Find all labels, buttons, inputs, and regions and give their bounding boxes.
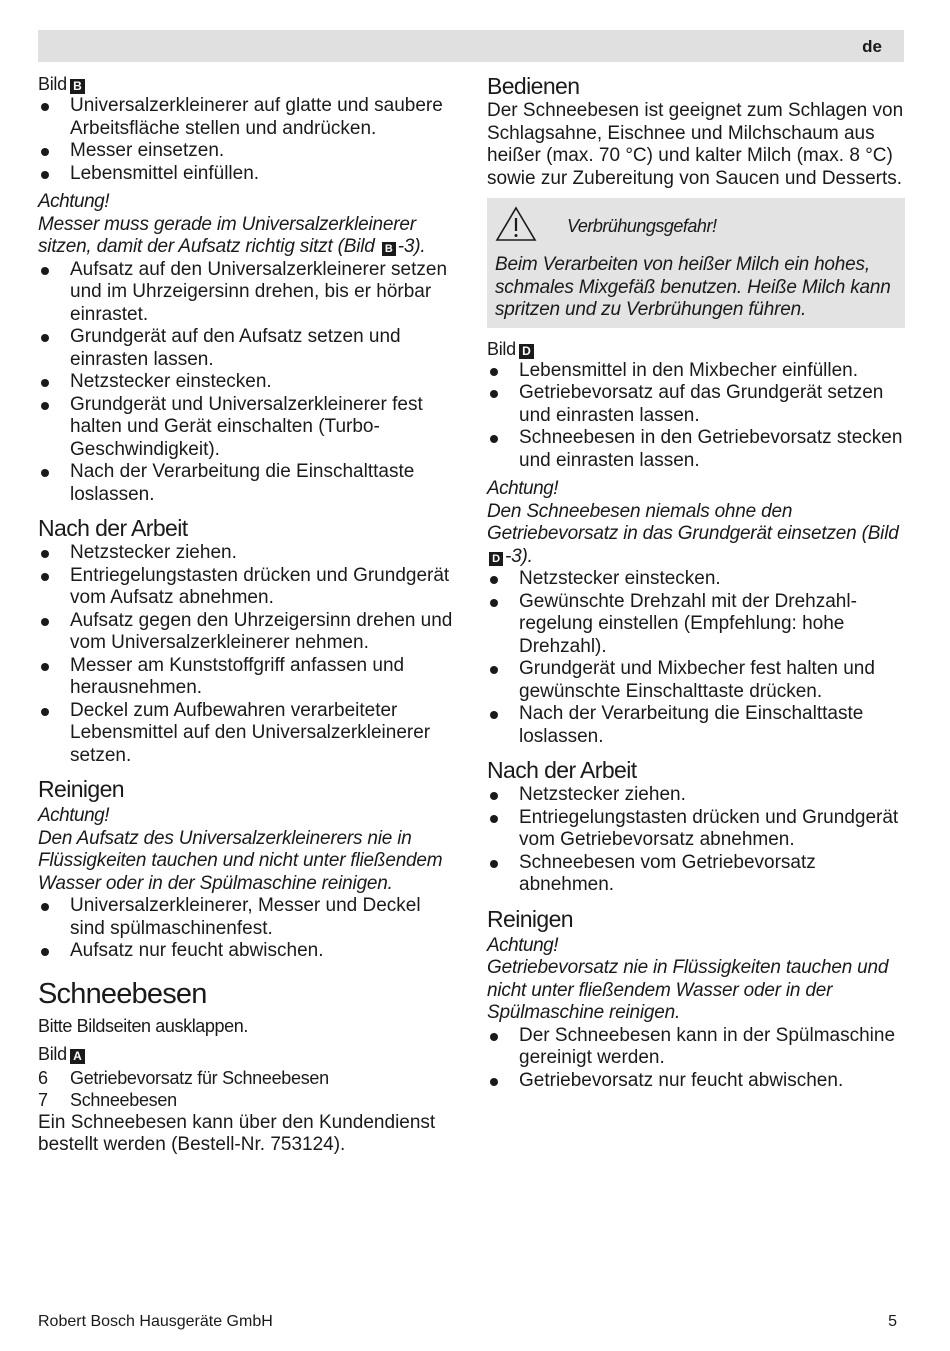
bullet-icon xyxy=(490,1033,498,1041)
list-item xyxy=(38,163,458,186)
steps-list-3 xyxy=(487,784,905,897)
list-item-text: Der Schneebesen kann in der Spülmaschine gereinigt werden. xyxy=(519,1024,896,1068)
list-item xyxy=(38,895,458,940)
intro-paragraph: Der Schneebesen ist geeignet zum Schlagen von Schlagsahne, Eischnee und Milchschaum aus heißer (max. 70 °C) und kalter Milch (max. 8 °C) sowie zur Zubereitung von Saucen und Desserts. xyxy=(487,100,904,189)
caution-text-start: Den Schneebesen niemals ohne den Getriebevorsatz in das Grundgerät einsetzen (Bild xyxy=(487,500,899,544)
caution-heading: Achtung! xyxy=(487,478,558,499)
bullet-icon xyxy=(490,599,498,607)
figure-reference-d xyxy=(487,338,905,360)
section-heading-after-work: Nach der Arbeit xyxy=(487,757,637,783)
list-item xyxy=(487,807,905,852)
bullet-icon xyxy=(41,334,49,342)
list-item xyxy=(38,259,458,327)
bullet-icon xyxy=(41,267,49,275)
steps-list-4 xyxy=(487,1025,905,1093)
list-item xyxy=(38,565,458,610)
order-note: Ein Schneebesen kann über den Kundendienst bestellt werden (Bestell-Nr. 753124). xyxy=(38,1111,436,1155)
bullet-icon xyxy=(490,792,498,800)
list-item-text: Deckel zum Aufbewahren verarbeiteter Lebensmittel auf den Universalzerkleinerer setzen. xyxy=(70,699,431,766)
list-item-text: Lebensmittel in den Mixbecher einfüllen. xyxy=(519,359,859,381)
bullet-icon xyxy=(490,368,498,376)
list-item xyxy=(487,658,905,703)
warning-triangle-icon xyxy=(495,206,537,247)
part-name: Getriebevorsatz für Schneebesen xyxy=(70,1067,329,1088)
header-bar xyxy=(38,30,904,62)
section-heading-cleaning: Reinigen xyxy=(38,776,124,802)
list-item xyxy=(487,568,905,591)
list-item-text: Entriegelungstasten drücken und Grundgerät vom Getriebevorsatz abnehmen. xyxy=(519,806,899,850)
list-item xyxy=(38,394,458,462)
list-item xyxy=(38,371,458,394)
caution-text: Getriebevorsatz nie in Flüssigkeiten tauchen und nicht unter fließendem Wasser oder in der Spülmaschine reinigen. xyxy=(487,957,889,1023)
caution-heading: Achtung! xyxy=(38,191,109,212)
part-item xyxy=(38,1089,458,1112)
list-item-text: Grundgerät und Universalzerkleinerer fest halten und Gerät einschalten (Turbo-Geschwindigkeit). xyxy=(70,393,423,460)
part-number: 7 xyxy=(38,1090,48,1110)
caution-heading: Achtung! xyxy=(38,805,109,826)
list-item-text: Schneebesen in den Getriebevorsatz stecken und einrasten lassen. xyxy=(519,427,903,471)
list-item-text: Messer am Kunststoffgriff anfassen und herausnehmen. xyxy=(70,654,405,698)
bullet-icon xyxy=(41,663,49,671)
warning-title: Verbrühungsgefahr! xyxy=(567,215,717,236)
page-number: 5 xyxy=(888,1313,897,1330)
list-item-text: Lebensmittel einfüllen. xyxy=(70,162,260,184)
list-item xyxy=(38,610,458,655)
fold-out-note: Bitte Bildseiten ausklappen. xyxy=(38,1015,248,1036)
steps-list-1 xyxy=(487,360,905,473)
caution-heading: Achtung! xyxy=(487,934,558,956)
list-item xyxy=(487,427,905,472)
list-item-text: Messer einsetzen. xyxy=(70,140,225,161)
list-item xyxy=(487,1070,905,1093)
figure-letter-d: D xyxy=(489,552,503,566)
list-item-text: Gewünschte Drehzahl mit der Drehzahlregelung einstellen (Empfehlung: hohe Drehzahl). xyxy=(519,590,857,657)
bullet-icon xyxy=(490,435,498,443)
list-item-text: Entriegelungstasten drücken und Grundgerät vom Aufsatz abnehmen. xyxy=(70,564,450,608)
bullet-icon xyxy=(490,815,498,823)
list-item xyxy=(487,360,905,383)
list-item xyxy=(487,703,905,748)
section-heading-after-work: Nach der Arbeit xyxy=(38,515,188,541)
bullet-icon xyxy=(41,379,49,387)
section-heading-cleaning: Reinigen xyxy=(487,905,573,932)
list-item-text: Netzstecker einstecken. xyxy=(519,568,721,589)
bullet-icon xyxy=(41,103,49,111)
caution-text: Den Aufsatz des Universalzerkleinerers nie in Flüssigkeiten tauchen und nicht unter fließendem Wasser oder in der Spülmaschine reinigen. xyxy=(38,827,443,894)
scald-warning-box xyxy=(487,198,905,328)
figure-letter-b: B xyxy=(382,242,396,256)
chapter-heading-whisk: Schneebesen xyxy=(38,977,207,1010)
caution-text xyxy=(487,501,905,569)
warning-body: Beim Verarbeiten von heißer Milch ein hohes, schmales Mixgefäß benutzen. Heiße Milch kann spritzen und zu Verbrühungen führen. xyxy=(495,254,891,320)
list-item xyxy=(38,95,458,140)
list-item xyxy=(487,382,905,427)
list-item-text: Netzstecker ziehen. xyxy=(519,784,686,805)
list-item-text: Aufsatz auf den Universalzerkleinerer setzen und im Uhrzeigersinn drehen, bis er hörbar einrastet. xyxy=(70,258,448,325)
list-item xyxy=(487,852,905,897)
part-number: 6 xyxy=(38,1067,48,1088)
bullet-icon xyxy=(490,860,498,868)
list-item-text: Universalzerkleinerer, Messer und Deckel sind spülmaschinenfest. xyxy=(70,895,421,939)
list-item-text: Nach der Verarbeitung die Einschalttaste loslassen. xyxy=(70,461,415,505)
list-item xyxy=(38,542,458,565)
list-item-text: Nach der Verarbeitung die Einschalttaste loslassen. xyxy=(519,703,864,747)
list-item xyxy=(487,784,905,807)
caution-text-end: -3). xyxy=(397,236,426,257)
figure-letter-b: B xyxy=(70,79,85,94)
right-column xyxy=(487,70,905,1092)
bullet-icon xyxy=(490,390,498,398)
bullet-icon xyxy=(41,708,49,716)
steps-list-1 xyxy=(38,95,458,185)
steps-list-4 xyxy=(38,895,458,963)
list-item-text: Aufsatz gegen den Uhrzeigersinn drehen und vom Universalzerkleinerer nehmen. xyxy=(70,609,453,653)
bullet-icon xyxy=(41,618,49,626)
bullet-icon xyxy=(41,402,49,410)
list-item-text: Schneebesen vom Getriebevorsatz abnehmen. xyxy=(519,851,816,895)
bullet-icon xyxy=(490,711,498,719)
part-item xyxy=(38,1067,458,1090)
bullet-icon xyxy=(41,903,49,911)
list-item xyxy=(38,326,458,371)
list-item-text: Netzstecker ziehen. xyxy=(70,542,237,563)
parts-list xyxy=(38,1067,458,1112)
bullet-icon xyxy=(41,148,49,156)
steps-list-3 xyxy=(38,542,458,767)
list-item xyxy=(487,591,905,659)
list-item-text: Netzstecker einstecken. xyxy=(70,371,272,392)
bullet-icon xyxy=(41,171,49,179)
figure-letter-d: D xyxy=(519,344,534,359)
steps-list-2 xyxy=(38,259,458,507)
bullet-icon xyxy=(41,948,49,956)
figure-reference-a xyxy=(38,1043,458,1065)
list-item xyxy=(38,700,458,768)
list-item-text: Universalzerkleinerer auf glatte und saubere Arbeitsfläche stellen und andrücken. xyxy=(70,95,443,139)
caution-text-start: Messer muss gerade im Universalzerkleinerer sitzen, damit der Aufsatz richtig sitzt (Bild xyxy=(38,213,416,257)
figure-letter-a: A xyxy=(70,1049,85,1064)
list-item xyxy=(38,461,458,506)
part-name: Schneebesen xyxy=(70,1090,177,1110)
caution-text xyxy=(38,214,458,259)
bullet-icon xyxy=(490,1078,498,1086)
list-item-text: Aufsatz nur feucht abwischen. xyxy=(70,940,324,961)
list-item xyxy=(38,940,458,963)
list-item xyxy=(38,655,458,700)
list-item-text: Grundgerät auf den Aufsatz setzen und einrasten lassen. xyxy=(70,326,401,370)
figure-reference-b xyxy=(38,73,458,95)
steps-list-2 xyxy=(487,568,905,748)
bullet-icon xyxy=(490,666,498,674)
language-code: de xyxy=(862,37,882,56)
left-column xyxy=(38,70,458,1157)
caution-text-end: -3). xyxy=(505,545,533,567)
list-item-text: Getriebevorsatz auf das Grundgerät setzen und einrasten lassen. xyxy=(519,382,884,426)
figure-label: Bild xyxy=(487,338,516,359)
section-heading-operating: Bedienen xyxy=(487,73,580,99)
warning-header xyxy=(495,208,897,244)
figure-label: Bild xyxy=(38,1043,67,1064)
bullet-icon xyxy=(41,550,49,558)
list-item xyxy=(487,1025,905,1070)
list-item-text: Getriebevorsatz nur feucht abwischen. xyxy=(519,1069,844,1091)
figure-label: Bild xyxy=(38,74,67,94)
footer-company: Robert Bosch Hausgeräte GmbH xyxy=(38,1313,273,1330)
bullet-icon xyxy=(490,576,498,584)
bullet-icon xyxy=(41,573,49,581)
bullet-icon xyxy=(41,469,49,477)
list-item xyxy=(38,140,458,163)
list-item-text: Grundgerät und Mixbecher fest halten und gewünschte Einschalttaste drücken. xyxy=(519,658,875,702)
